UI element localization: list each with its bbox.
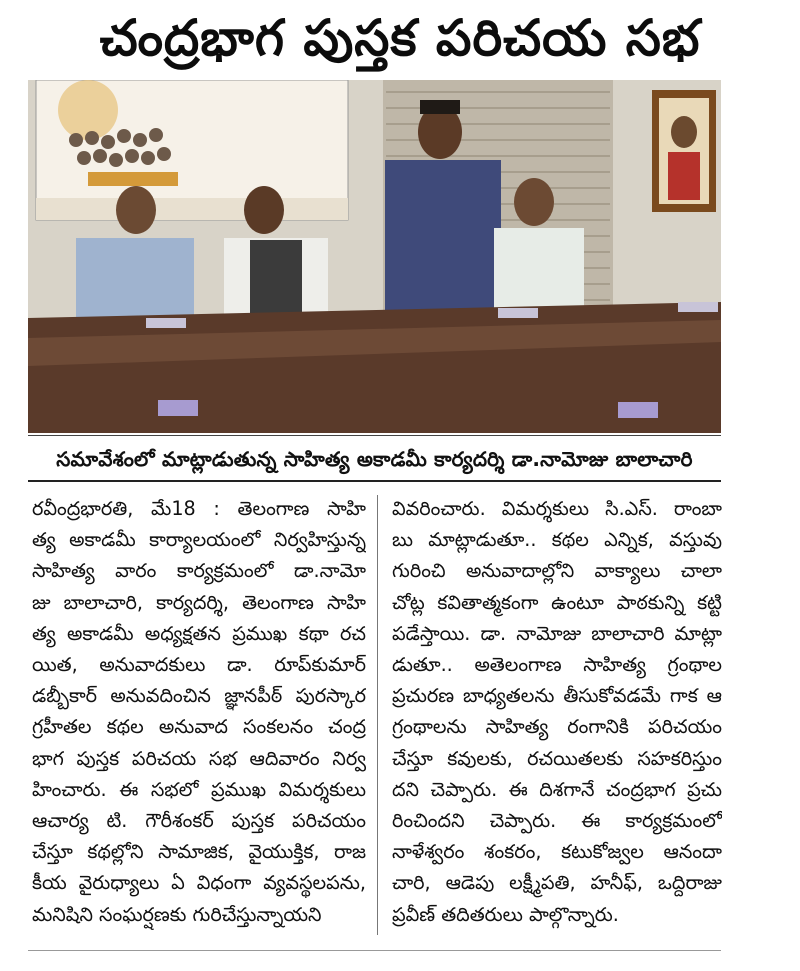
article-line: రించిందని చెప్పారు. ఈ కార్యక్రమంలో [392,809,722,833]
article-line: జు బాలాచారి, కార్యదర్శి, తెలంగాణ సాహి [32,590,366,614]
caption-rule [28,480,721,482]
column-divider [377,495,378,935]
article-line: దని చెప్పారు. ఈ దిశగానే చంద్రభాగ ప్రచు [392,777,722,801]
article-line: చేస్తూ కథల్లోని సామాజిక, వైయుక్తిక, రాజ [32,840,366,864]
article-line: ప్రచురణ బాధ్యతలను తీసుకోవడమే గాక ఆ [392,684,722,708]
photo-caption: సమావేశంలో మాట్లాడుతున్న సాహిత్య అకాడమీ కార్యదర్శి డా.నామోజు బాలాచారి [56,447,693,471]
article-column-left [32,493,366,930]
article-line: చోట్ల కవితాత్మకంగా ఉంటూ పాఠకున్ని కట్టి [392,590,722,614]
article-line: చారి, ఆడెపు లక్ష్మీపతి, హనీఫ్, ఒద్దిరాజు [392,871,722,895]
article-column-right [392,493,722,930]
article-line: గ్రంథాలను సాహిత్య రంగానికి పరిచయం [392,715,722,739]
article-line: వివరించారు. విమర్శకులు సి.ఎస్. రాంబా [392,497,722,520]
article-line: గ్రహీతల కథల అనువాద సంకలనం చంద్ర [32,715,366,739]
article-line: ప్రవీణ్ తదితరులు పాల్గొన్నారు. [392,902,619,926]
article-line: హించారు. ఈ సభలో ప్రముఖ విమర్శకులు [32,777,366,801]
article-line: భాగ పుస్తక పరిచయ సభ ఆదివారం నిర్వ [32,746,366,770]
article-line: త్య అకాడమీ అధ్యక్షతన ప్రముఖ కథా రచ [32,621,366,645]
event-banner [36,80,348,220]
article-line: నాళేశ్వరం శంకరం, కటుకోజ్వల ఆనందా [392,840,722,864]
article-line: కీయ వైరుధ్యాలు ఏ విధంగా వ్యవస్థలపను, [32,871,366,895]
article-line: పడేస్తాయి. డా. నామోజు బాలాచారి మాట్లా [392,621,722,645]
article-line: గురించి అనువాదాల్లోని వాక్యాలు చాలా [392,559,722,583]
headline: చంద్రభాగ పుస్తక పరిచయ సభ [99,9,701,67]
news-photo [28,80,721,433]
article-line: డబ్బీకార్ అనువదించిన జ్ఞానపీఠ్ పురస్కార [32,684,366,708]
article-line: సాహిత్య వారం కార్యక్రమంలో డా.నామో [32,559,366,583]
article-line: డుతూ.. అతెలంగాణ సాహిత్య గ్రంథాల [392,653,722,677]
caption-top-rule [28,435,721,436]
article-line: చేస్తూ కవులకు, రచయితలకు సహకరిస్తుం [392,746,722,770]
bottom-rule [28,950,721,951]
article-line: త్య అకాడమీ కార్యాలయంలో నిర్వహిస్తున్న [32,528,366,552]
portrait-frame [652,90,716,212]
article-line: యిత, అనువాదకులు డా. రూప్‌కుమార్ [32,653,366,677]
article-line: రవీంద్రభారతి, మే18 : తెలంగాణ సాహి [32,497,366,520]
article-line: మనిషిని సంఘర్షణకు గురిచేస్తున్నాయని [32,902,322,926]
article-line: ఆచార్య టి. గౌరీశంకర్ పుస్తక పరిచయం [32,809,366,833]
article-line: బు మాట్లాడుతూ.. కథల ఎన్నిక, వస్తువు [392,528,722,552]
